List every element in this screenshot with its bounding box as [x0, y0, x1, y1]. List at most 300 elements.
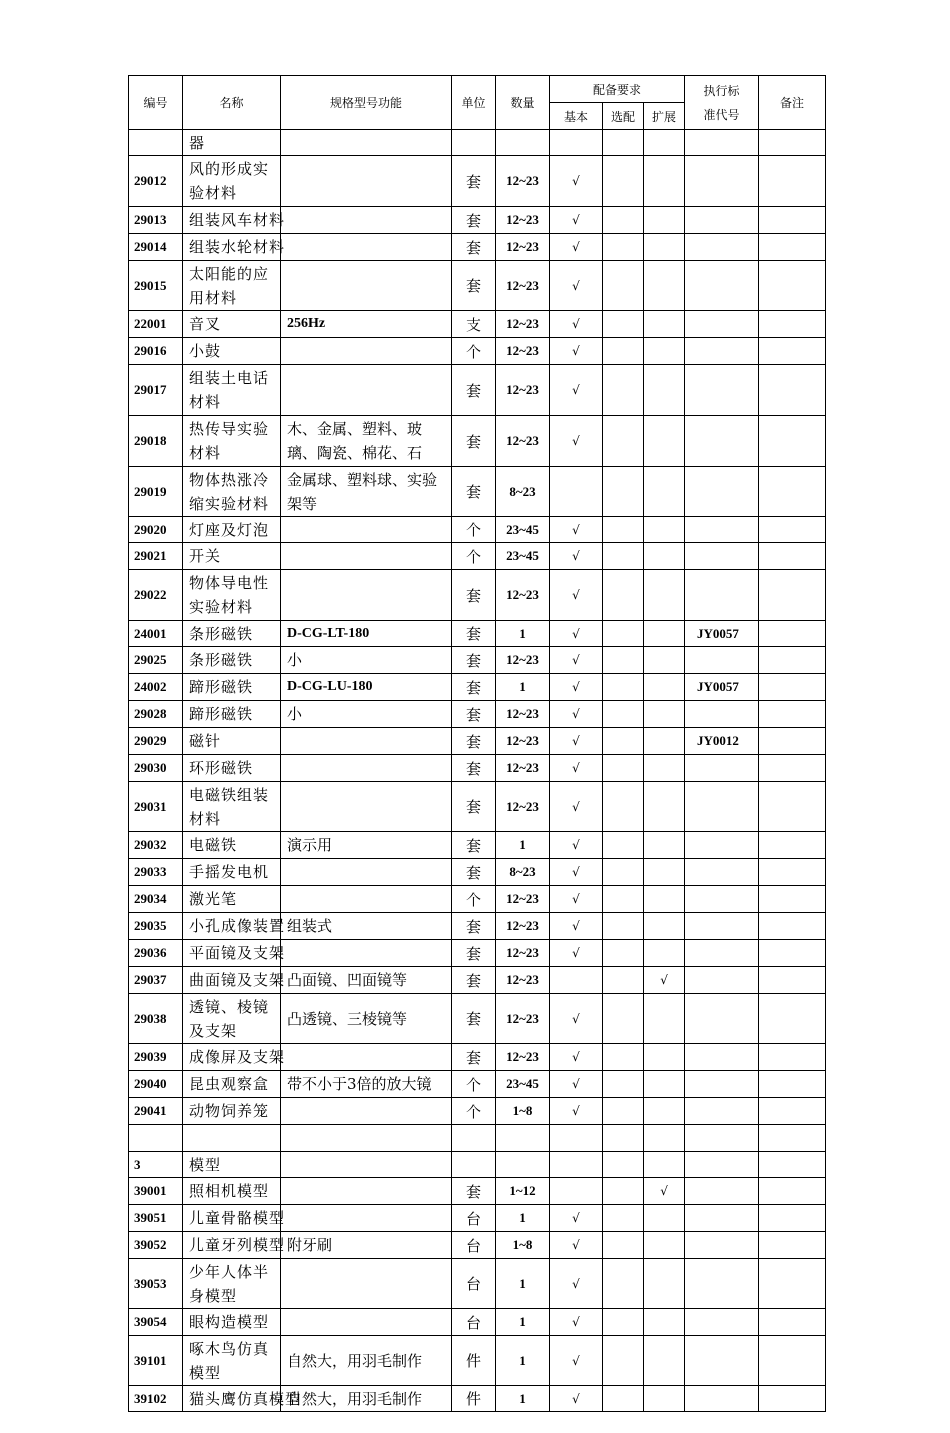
cell-extend — [644, 1259, 685, 1309]
cell-note — [759, 647, 826, 674]
cell-standard — [685, 570, 759, 621]
header-extend: 扩展 — [644, 103, 685, 130]
cell-standard — [685, 859, 759, 886]
cell-unit: 套 — [452, 940, 496, 967]
cell-spec — [281, 1125, 452, 1152]
cell-qty: 1 — [496, 1336, 550, 1386]
cell-unit: 台 — [452, 1232, 496, 1259]
table-row — [129, 338, 826, 365]
cell-note — [759, 261, 826, 311]
table-row — [129, 1309, 826, 1336]
cell-spec — [281, 234, 452, 261]
cell-qty: 12~23 — [496, 967, 550, 994]
cell-code: 39051 — [129, 1205, 183, 1232]
cell-name: 儿童骨骼模型 — [183, 1205, 281, 1232]
cell-standard — [685, 913, 759, 940]
cell-extend — [644, 859, 685, 886]
cell-note — [759, 1259, 826, 1309]
cell-basic: √ — [550, 859, 603, 886]
cell-unit: 台 — [452, 1309, 496, 1336]
cell-qty — [496, 1125, 550, 1152]
cell-qty: 12~23 — [496, 913, 550, 940]
cell-standard — [685, 156, 759, 207]
cell-qty: 12~23 — [496, 994, 550, 1044]
cell-standard — [685, 1152, 759, 1178]
cell-basic: √ — [550, 994, 603, 1044]
cell-note — [759, 832, 826, 859]
cell-extend — [644, 156, 685, 207]
cell-optional — [603, 728, 644, 755]
cell-basic: √ — [550, 755, 603, 782]
cell-code: 29019 — [129, 467, 183, 517]
header-note: 备注 — [759, 76, 826, 130]
cell-unit: 套 — [452, 261, 496, 311]
header-code: 编号 — [129, 76, 183, 130]
cell-qty: 1~8 — [496, 1098, 550, 1125]
table-row — [129, 1152, 826, 1178]
cell-note — [759, 1309, 826, 1336]
cell-spec — [281, 1178, 452, 1205]
cell-unit: 个 — [452, 1098, 496, 1125]
cell-code: 29034 — [129, 886, 183, 913]
cell-optional — [603, 859, 644, 886]
cell-note — [759, 913, 826, 940]
cell-qty: 1 — [496, 1259, 550, 1309]
table-row — [129, 728, 826, 755]
cell-note — [759, 130, 826, 156]
cell-spec — [281, 728, 452, 755]
cell-optional — [603, 338, 644, 365]
cell-qty: 12~23 — [496, 207, 550, 234]
cell-spec — [281, 755, 452, 782]
cell-note — [759, 940, 826, 967]
cell-standard — [685, 543, 759, 570]
cell-code: 29035 — [129, 913, 183, 940]
cell-extend — [644, 701, 685, 728]
cell-spec — [281, 1044, 452, 1071]
cell-code: 22001 — [129, 311, 183, 338]
cell-basic: √ — [550, 1044, 603, 1071]
cell-spec: D-CG-LU-180 — [281, 674, 452, 701]
cell-note — [759, 234, 826, 261]
cell-code: 29029 — [129, 728, 183, 755]
cell-optional — [603, 467, 644, 517]
cell-note — [759, 1386, 826, 1412]
cell-spec: 凸透镜、三棱镜等 — [281, 994, 452, 1044]
cell-qty: 12~23 — [496, 1044, 550, 1071]
cell-name: 器 — [183, 130, 281, 156]
table-row — [129, 1386, 826, 1412]
cell-qty — [496, 1152, 550, 1178]
cell-optional — [603, 647, 644, 674]
cell-basic — [550, 1125, 603, 1152]
table-row — [129, 886, 826, 913]
cell-optional — [603, 1259, 644, 1309]
cell-note — [759, 967, 826, 994]
cell-name: 磁针 — [183, 728, 281, 755]
cell-basic: √ — [550, 156, 603, 207]
cell-note — [759, 467, 826, 517]
cell-standard — [685, 832, 759, 859]
cell-note — [759, 1071, 826, 1098]
cell-name: 昆虫观察盒 — [183, 1071, 281, 1098]
cell-spec — [281, 570, 452, 621]
header-standard — [685, 76, 759, 130]
cell-standard — [685, 647, 759, 674]
cell-unit: 台 — [452, 1259, 496, 1309]
cell-code: 39052 — [129, 1232, 183, 1259]
cell-note — [759, 517, 826, 543]
cell-name: 电磁铁组装材料 — [183, 782, 281, 832]
cell-standard — [685, 1178, 759, 1205]
cell-name: 眼构造模型 — [183, 1309, 281, 1336]
table-row — [129, 701, 826, 728]
cell-note — [759, 701, 826, 728]
table-row — [129, 994, 826, 1044]
cell-optional — [603, 832, 644, 859]
cell-optional — [603, 311, 644, 338]
cell-extend — [644, 467, 685, 517]
table-row — [129, 570, 826, 621]
cell-spec — [281, 207, 452, 234]
cell-name: 手摇发电机 — [183, 859, 281, 886]
cell-spec: 小 — [281, 701, 452, 728]
cell-unit: 套 — [452, 967, 496, 994]
cell-optional — [603, 416, 644, 467]
cell-optional — [603, 782, 644, 832]
cell-spec: 附牙刷 — [281, 1232, 452, 1259]
cell-standard — [685, 1309, 759, 1336]
cell-optional — [603, 1178, 644, 1205]
cell-basic: √ — [550, 311, 603, 338]
cell-qty: 12~23 — [496, 940, 550, 967]
cell-standard — [685, 416, 759, 467]
table-row — [129, 365, 826, 416]
cell-basic — [550, 967, 603, 994]
cell-standard — [685, 1071, 759, 1098]
cell-optional — [603, 755, 644, 782]
cell-basic: √ — [550, 1259, 603, 1309]
cell-note — [759, 994, 826, 1044]
cell-basic: √ — [550, 647, 603, 674]
cell-extend — [644, 1071, 685, 1098]
cell-qty: 12~23 — [496, 416, 550, 467]
cell-code: 29030 — [129, 755, 183, 782]
cell-optional — [603, 994, 644, 1044]
cell-unit: 套 — [452, 647, 496, 674]
cell-name: 小鼓 — [183, 338, 281, 365]
cell-extend — [644, 1098, 685, 1125]
cell-unit: 套 — [452, 701, 496, 728]
cell-unit: 套 — [452, 416, 496, 467]
cell-extend — [644, 311, 685, 338]
cell-code: 29031 — [129, 782, 183, 832]
table-row — [129, 1205, 826, 1232]
cell-basic: √ — [550, 886, 603, 913]
cell-code: 29017 — [129, 365, 183, 416]
table-row — [129, 130, 826, 156]
cell-unit: 套 — [452, 994, 496, 1044]
cell-code: 29028 — [129, 701, 183, 728]
cell-optional — [603, 1044, 644, 1071]
cell-unit: 套 — [452, 674, 496, 701]
cell-note — [759, 1205, 826, 1232]
cell-extend — [644, 621, 685, 647]
cell-code: 29013 — [129, 207, 183, 234]
cell-standard — [685, 234, 759, 261]
cell-optional — [603, 913, 644, 940]
cell-optional — [603, 1336, 644, 1386]
cell-note — [759, 859, 826, 886]
cell-optional — [603, 1205, 644, 1232]
table-row — [129, 1259, 826, 1309]
cell-name: 条形磁铁 — [183, 621, 281, 647]
cell-extend — [644, 338, 685, 365]
table-row — [129, 674, 826, 701]
cell-spec — [281, 543, 452, 570]
cell-optional — [603, 1125, 644, 1152]
cell-code: 29039 — [129, 1044, 183, 1071]
cell-optional — [603, 621, 644, 647]
cell-name: 太阳能的应用材料 — [183, 261, 281, 311]
cell-spec: 凸面镜、凹面镜等 — [281, 967, 452, 994]
cell-basic: √ — [550, 1309, 603, 1336]
cell-optional — [603, 234, 644, 261]
table-row — [129, 311, 826, 338]
cell-basic: √ — [550, 234, 603, 261]
header-optional: 选配 — [603, 103, 644, 130]
cell-basic: √ — [550, 1071, 603, 1098]
cell-standard — [685, 1386, 759, 1412]
cell-name: 物体导电性实验材料 — [183, 570, 281, 621]
cell-optional — [603, 967, 644, 994]
cell-code: 29033 — [129, 859, 183, 886]
cell-name: 组装风车材料 — [183, 207, 281, 234]
cell-unit: 支 — [452, 311, 496, 338]
cell-name: 透镜、棱镜及支架 — [183, 994, 281, 1044]
cell-note — [759, 755, 826, 782]
cell-name: 热传导实验材料 — [183, 416, 281, 467]
cell-spec — [281, 1098, 452, 1125]
cell-optional — [603, 1152, 644, 1178]
cell-optional — [603, 1098, 644, 1125]
cell-qty: 12~23 — [496, 234, 550, 261]
table-row — [129, 782, 826, 832]
cell-basic: √ — [550, 1386, 603, 1412]
cell-optional — [603, 207, 644, 234]
cell-unit: 套 — [452, 467, 496, 517]
cell-qty: 8~23 — [496, 467, 550, 517]
cell-code: 29021 — [129, 543, 183, 570]
cell-optional — [603, 543, 644, 570]
cell-qty: 12~23 — [496, 570, 550, 621]
header-unit: 单位 — [452, 76, 496, 130]
header-qty: 数量 — [496, 76, 550, 130]
cell-extend — [644, 994, 685, 1044]
table-row — [129, 913, 826, 940]
cell-unit: 套 — [452, 728, 496, 755]
cell-standard: JY0012 — [685, 728, 759, 755]
table-body — [129, 130, 826, 1412]
cell-basic: √ — [550, 570, 603, 621]
cell-code: 24001 — [129, 621, 183, 647]
equipment-table — [128, 75, 826, 1412]
cell-extend — [644, 1232, 685, 1259]
cell-unit: 个 — [452, 1071, 496, 1098]
cell-name: 风的形成实验材料 — [183, 156, 281, 207]
cell-optional — [603, 701, 644, 728]
cell-qty — [496, 130, 550, 156]
cell-qty: 23~45 — [496, 543, 550, 570]
cell-standard — [685, 701, 759, 728]
cell-code: 29036 — [129, 940, 183, 967]
cell-extend — [644, 913, 685, 940]
cell-note — [759, 338, 826, 365]
table-row — [129, 1098, 826, 1125]
cell-spec: 自然大，用羽毛制作 — [281, 1336, 452, 1386]
header-spec: 规格型号功能 — [281, 76, 452, 130]
cell-unit — [452, 1152, 496, 1178]
table-row — [129, 207, 826, 234]
cell-name: 开关 — [183, 543, 281, 570]
cell-name: 音叉 — [183, 311, 281, 338]
cell-code: 39102 — [129, 1386, 183, 1412]
cell-standard — [685, 967, 759, 994]
cell-name: 蹄形磁铁 — [183, 701, 281, 728]
cell-standard — [685, 886, 759, 913]
cell-unit: 套 — [452, 859, 496, 886]
cell-spec — [281, 365, 452, 416]
table-row — [129, 1044, 826, 1071]
cell-basic — [550, 467, 603, 517]
cell-note — [759, 311, 826, 338]
cell-standard — [685, 1259, 759, 1309]
cell-unit: 套 — [452, 913, 496, 940]
cell-name: 儿童牙列模型 — [183, 1232, 281, 1259]
cell-basic: √ — [550, 207, 603, 234]
cell-extend — [644, 1205, 685, 1232]
cell-extend — [644, 416, 685, 467]
cell-name: 组装水轮材料 — [183, 234, 281, 261]
cell-extend — [644, 570, 685, 621]
cell-name: 动物饲养笼 — [183, 1098, 281, 1125]
cell-basic: √ — [550, 261, 603, 311]
table-row — [129, 1232, 826, 1259]
cell-spec: 256Hz — [281, 311, 452, 338]
cell-optional — [603, 1071, 644, 1098]
cell-extend — [644, 365, 685, 416]
cell-code: 29037 — [129, 967, 183, 994]
cell-code: 29022 — [129, 570, 183, 621]
cell-name: 照相机模型 — [183, 1178, 281, 1205]
cell-note — [759, 207, 826, 234]
cell-basic — [550, 1178, 603, 1205]
cell-unit: 件 — [452, 1336, 496, 1386]
cell-name: 蹄形磁铁 — [183, 674, 281, 701]
cell-qty: 23~45 — [496, 517, 550, 543]
cell-code: 29025 — [129, 647, 183, 674]
cell-basic: √ — [550, 416, 603, 467]
cell-unit: 个 — [452, 543, 496, 570]
cell-standard — [685, 517, 759, 543]
cell-extend — [644, 1152, 685, 1178]
cell-spec: 组装式 — [281, 913, 452, 940]
cell-name: 曲面镜及支架 — [183, 967, 281, 994]
cell-basic: √ — [550, 365, 603, 416]
header-require: 配备要求 — [550, 76, 685, 103]
cell-standard: JY0057 — [685, 674, 759, 701]
cell-basic: √ — [550, 621, 603, 647]
table-row — [129, 940, 826, 967]
cell-extend — [644, 1125, 685, 1152]
cell-extend — [644, 728, 685, 755]
cell-code: 29014 — [129, 234, 183, 261]
cell-note — [759, 156, 826, 207]
cell-code: 39001 — [129, 1178, 183, 1205]
cell-spec: 自然大，用羽毛制作 — [281, 1386, 452, 1412]
cell-code: 29032 — [129, 832, 183, 859]
cell-unit: 套 — [452, 755, 496, 782]
cell-optional — [603, 156, 644, 207]
cell-extend — [644, 1044, 685, 1071]
cell-spec — [281, 1309, 452, 1336]
cell-unit: 个 — [452, 338, 496, 365]
cell-note — [759, 1336, 826, 1386]
cell-spec: D-CG-LT-180 — [281, 621, 452, 647]
cell-optional — [603, 261, 644, 311]
header-basic: 基本 — [550, 103, 603, 130]
cell-extend — [644, 1386, 685, 1412]
cell-extend — [644, 234, 685, 261]
cell-code: 29015 — [129, 261, 183, 311]
cell-note — [759, 1098, 826, 1125]
cell-optional — [603, 1309, 644, 1336]
cell-qty: 12~23 — [496, 782, 550, 832]
cell-standard: JY0057 — [685, 621, 759, 647]
cell-qty: 12~23 — [496, 755, 550, 782]
table-row — [129, 859, 826, 886]
cell-standard — [685, 365, 759, 416]
cell-spec — [281, 782, 452, 832]
cell-standard — [685, 1098, 759, 1125]
cell-name: 成像屏及支架 — [183, 1044, 281, 1071]
cell-unit: 套 — [452, 365, 496, 416]
cell-name: 组装土电话材料 — [183, 365, 281, 416]
cell-note — [759, 621, 826, 647]
table-row — [129, 416, 826, 467]
cell-qty: 1 — [496, 674, 550, 701]
cell-standard — [685, 261, 759, 311]
cell-name: 猫头鹰仿真模型 — [183, 1386, 281, 1412]
cell-standard — [685, 130, 759, 156]
cell-code: 29041 — [129, 1098, 183, 1125]
cell-qty: 12~23 — [496, 156, 550, 207]
cell-unit: 套 — [452, 207, 496, 234]
cell-name: 少年人体半身模型 — [183, 1259, 281, 1309]
cell-basic: √ — [550, 913, 603, 940]
cell-note — [759, 543, 826, 570]
table-row — [129, 261, 826, 311]
cell-unit: 套 — [452, 1044, 496, 1071]
cell-code: 29038 — [129, 994, 183, 1044]
cell-qty: 12~23 — [496, 647, 550, 674]
cell-extend — [644, 886, 685, 913]
cell-code: 39054 — [129, 1309, 183, 1336]
cell-optional — [603, 674, 644, 701]
cell-standard — [685, 1044, 759, 1071]
cell-basic: √ — [550, 782, 603, 832]
cell-name: 电磁铁 — [183, 832, 281, 859]
